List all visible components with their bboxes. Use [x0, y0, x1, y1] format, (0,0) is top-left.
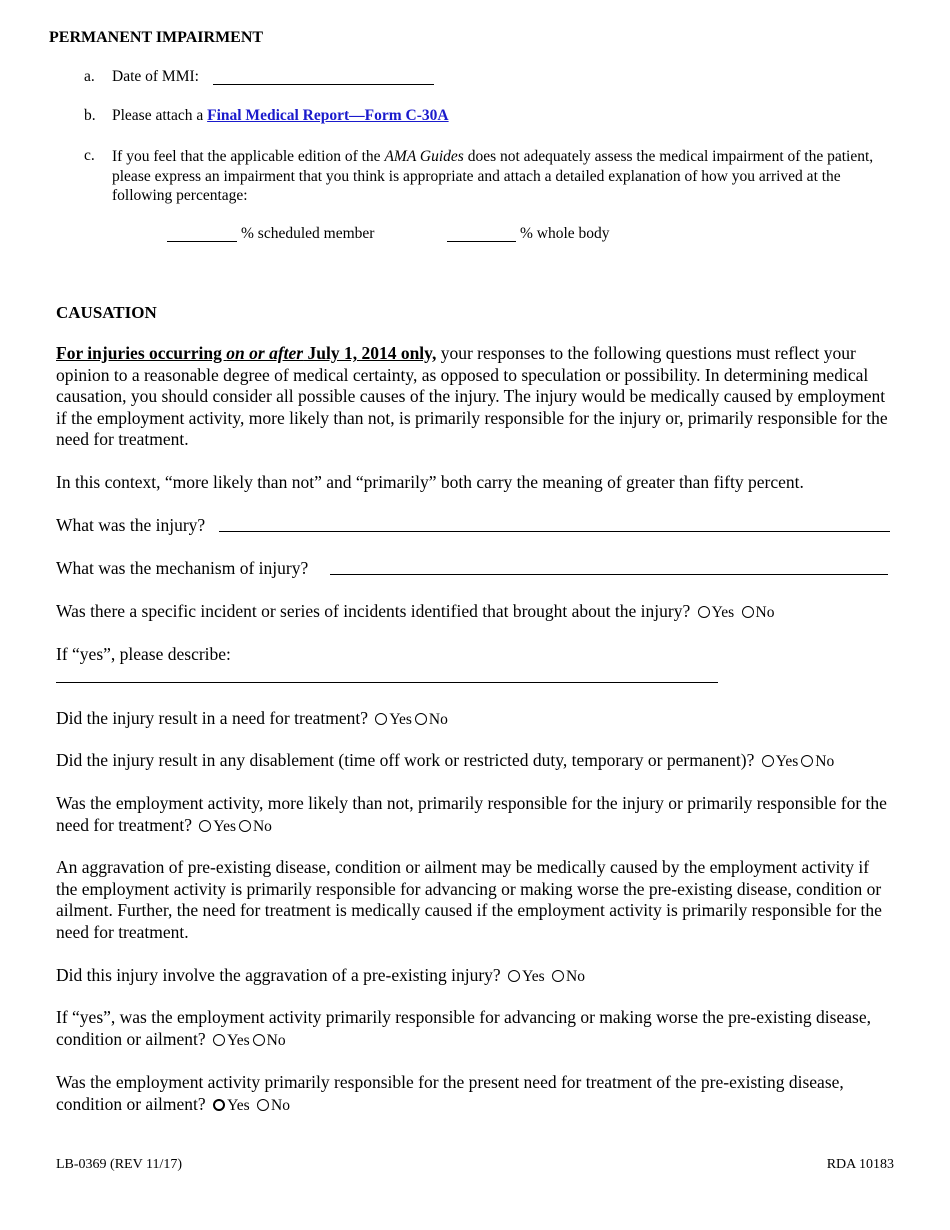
final-medical-report-link[interactable]: Final Medical Report—Form C-30A	[207, 107, 449, 124]
treatment-question: Did the injury result in a need for treatment? Yes No	[56, 708, 448, 728]
scheduled-member-field[interactable]	[167, 228, 237, 242]
advancing-question: If “yes”, was the employment activity primarily responsible for advancing or making worse the pre-existing disease, condition or ailment? Yes No	[56, 1007, 871, 1049]
describe-field[interactable]	[56, 666, 718, 683]
ama-guides-paragraph: If you feel that the applicable edition of the AMA Guides does not adequately assess the medical impairment of the patient, please express an impairment that you think is appropriate and attach a detailed explanation of how you arrived at the following percentage:	[112, 148, 874, 204]
intro-emphasis: For injuries occurring on or after July 1, 2014 only,	[56, 343, 437, 363]
whole-body-label: % whole body	[520, 225, 610, 242]
primary-no-radio[interactable]	[239, 820, 251, 832]
advancing-no-radio[interactable]	[253, 1034, 265, 1046]
date-of-mmi-label: Date of MMI:	[112, 68, 199, 85]
rda-number: RDA 10183	[826, 1157, 894, 1172]
aggravation-no-radio[interactable]	[552, 970, 564, 982]
advancing-yes-radio[interactable]	[213, 1034, 225, 1046]
injury-field[interactable]	[219, 514, 890, 532]
primary-yes-radio[interactable]	[199, 820, 211, 832]
aggravation-paragraph: An aggravation of pre-existing disease, condition or ailment may be medically caused by the employment activity if the employment activity is primarily responsible for advancing or making worse the pre-existing disease, condition or ailment. Further, the need for treatment is medically caused if the employment activity is primarily responsible for the need for treatment.	[56, 857, 882, 942]
section-heading-impairment: PERMANENT IMPAIRMENT	[49, 29, 264, 46]
scheduled-member-label: % scheduled member	[241, 225, 375, 242]
injury-label: What was the injury?	[56, 515, 206, 535]
treatment-no-radio[interactable]	[415, 713, 427, 725]
incident-no-radio[interactable]	[742, 606, 754, 618]
form-number: LB-0369 (REV 11/17)	[56, 1157, 182, 1172]
attach-prefix: Please attach a	[112, 107, 208, 124]
aggravation-question: Did this injury involve the aggravation of a pre-existing injury? Yes No	[56, 965, 585, 985]
whole-body-field[interactable]	[447, 228, 516, 242]
causation-intro: For injuries occurring on or after July 1, 2014 only, your responses to the following questions must reflect your opinion to a reasonable degree of medical certainty, as opposed to speculation or possibility. In determining medical causation, you should consider all possible causes of the injury. The injury would be medically caused by employment if the employment activity, more likely than not, is primarily responsible for the injury or, primarily responsible for the need for treatment.	[56, 343, 888, 449]
disablement-yes-radio[interactable]	[762, 755, 774, 767]
present-need-no-radio[interactable]	[257, 1099, 269, 1111]
mechanism-field[interactable]	[330, 557, 888, 575]
section-heading-causation: CAUSATION	[56, 303, 157, 322]
incident-question: Was there a specific incident or series of incidents identified that brought about the injury? Yes No	[56, 601, 775, 621]
present-need-yes-radio[interactable]	[213, 1099, 225, 1111]
present-need-question: Was the employment activity primarily responsible for the present need for treatment of the pre-existing disease, condition or ailment? Yes No	[56, 1072, 844, 1114]
primary-question: Was the employment activity, more likely than not, primarily responsible for the injury or primarily responsible for the need for treatment? Yes No	[56, 793, 887, 835]
treatment-yes-radio[interactable]	[375, 713, 387, 725]
ama-guides-title: AMA Guides	[384, 148, 464, 165]
aggravation-yes-radio[interactable]	[508, 970, 520, 982]
describe-label: If “yes”, please describe:	[56, 644, 231, 664]
date-of-mmi-field[interactable]	[213, 70, 434, 85]
incident-yes-radio[interactable]	[698, 606, 710, 618]
item-c-marker: c.	[84, 147, 95, 164]
item-b-marker: b.	[84, 107, 96, 124]
item-a-marker: a.	[84, 68, 95, 85]
mechanism-label: What was the mechanism of injury?	[56, 558, 309, 578]
context-text: In this context, “more likely than not” and “primarily” both carry the meaning of greater than fifty percent.	[56, 472, 804, 492]
attach-report-text	[112, 107, 449, 125]
disablement-question: Did the injury result in any disablement (time off work or restricted duty, temporary or permanent)? Yes No	[56, 750, 835, 770]
disablement-no-radio[interactable]	[801, 755, 813, 767]
